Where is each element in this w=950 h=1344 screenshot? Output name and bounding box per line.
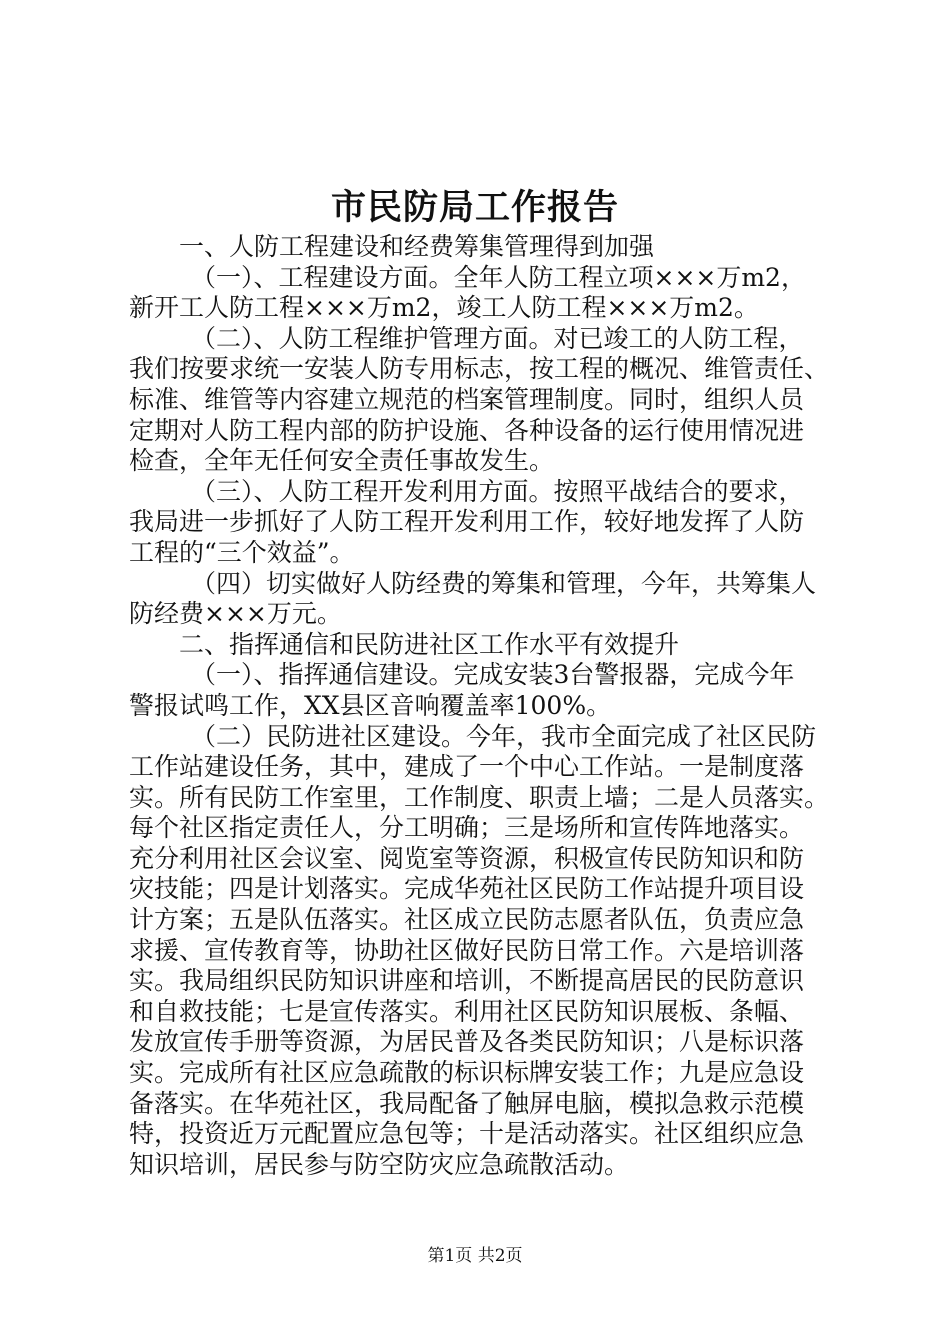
paragraph-line: 检查，全年无任何安全责任事故发生。 [129, 446, 555, 476]
paragraph-line: （二）、人防工程维护管理方面。对已竣工的人防工程， [191, 323, 804, 353]
paragraph-line: （二）民防进社区建设。今年，我市全面完成了社区民防 [191, 721, 817, 751]
paragraph-line: 我局进一步抓好了人防工程开发利用工作，较好地发挥了人防 [129, 507, 805, 537]
paragraph-line: 求援、宣传教育等，协助社区做好民防日常工作。六是培训落 [129, 935, 805, 965]
paragraph-line: 工程的“三个效益”。 [129, 537, 355, 567]
paragraph-line: 发放宣传手册等资源，为居民普及各类民防知识；八是标识落 [129, 1027, 805, 1057]
paragraph-line: 充分利用社区会议室、阅览室等资源，积极宣传民防知识和防 [129, 843, 805, 873]
paragraph-line: 新开工人防工程×××万m2，竣工人防工程×××万m2。 [129, 293, 759, 323]
section-heading: 一、人防工程建设和经费筹集管理得到加强 [179, 232, 655, 261]
paragraph-line: 每个社区指定责任人，分工明确；三是场所和宣传阵地落实。 [129, 813, 805, 843]
paragraph-line: 备落实。在华苑社区，我局配备了触屏电脑，模拟急救示范模 [129, 1088, 805, 1118]
paragraph-line: 警报试鸣工作，XX县区音响覆盖率100%。 [129, 690, 612, 720]
paragraph-line: 定期对人防工程内部的防护设施、各种设备的运行使用情况进 [129, 415, 805, 445]
paragraph-line: 实。完成所有社区应急疏散的标识标牌安装工作；九是应急设 [129, 1058, 805, 1088]
section-heading: 二、指挥通信和民防进社区工作水平有效提升 [179, 629, 680, 659]
paragraph-line: 工作站建设任务，其中，建成了一个中心工作站。一是制度落 [129, 752, 805, 782]
paragraph-line: 标准、维管等内容建立规范的档案管理制度。同时，组织人员 [129, 384, 805, 414]
paragraph-line: 我们按要求统一安装人防专用标志，按工程的概况、维管责任、 [129, 354, 830, 384]
paragraph-line: （三）、人防工程开发利用方面。按照平战结合的要求， [191, 476, 804, 506]
paragraph-line: 灾技能；四是计划落实。完成华苑社区民防工作站提升项目设 [129, 874, 805, 904]
paragraph-line: 实。所有民防工作室里，工作制度、职责上墙；二是人员落实。 [129, 782, 830, 812]
page-footer: 第1页 共2页 [427, 1246, 523, 1266]
paragraph-line: 特，投资近万元配置应急包等；十是活动落实。社区组织应急 [129, 1119, 805, 1149]
paragraph-line: （一）、指挥通信建设。完成安装3台警报器，完成今年 [191, 660, 795, 690]
paragraph-line: （四）切实做好人防经费的筹集和管理，今年，共筹集人 [191, 568, 817, 598]
document-title: 市民防局工作报告 [330, 187, 619, 228]
paragraph-line: 和自救技能；七是宣传落实。利用社区民防知识展板、条幅、 [129, 996, 805, 1026]
paragraph-line: 实。我局组织民防知识讲座和培训，不断提高居民的民防意识 [129, 966, 805, 996]
paragraph-line: （一）、工程建设方面。全年人防工程立项×××万m2， [191, 262, 806, 292]
document-body [129, 232, 834, 1180]
paragraph-line: 计方案；五是队伍落实。社区成立民防志愿者队伍，负责应急 [129, 905, 805, 935]
paragraph-line: 防经费×××万元。 [129, 599, 342, 629]
paragraph-line: 知识培训，居民参与防空防灾应急疏散活动。 [129, 1149, 630, 1179]
